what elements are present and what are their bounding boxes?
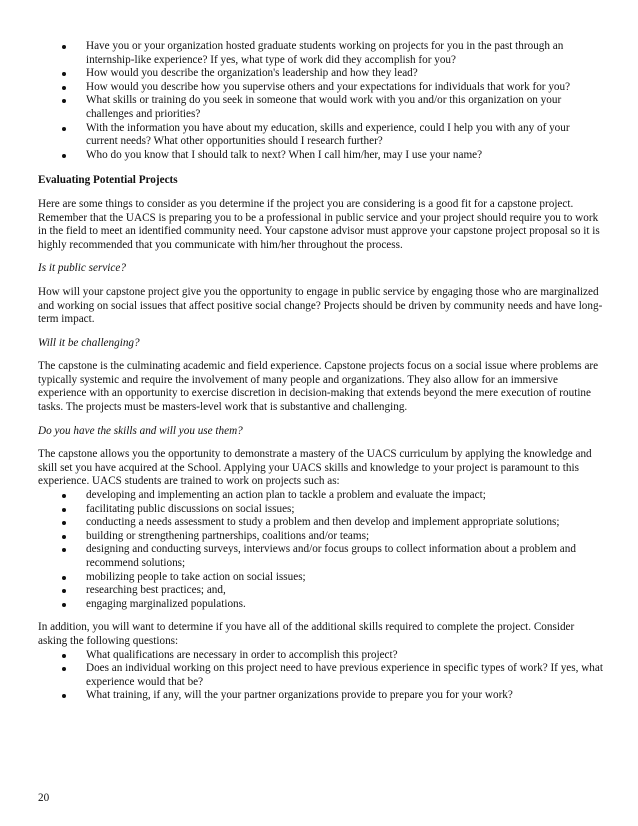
section-heading: Evaluating Potential Projects [38,174,178,187]
list-item: What qualifications are necessary in order to accomplish this project? [60,649,603,663]
skills-paragraph: The capstone allows you the opportunity to demonstrate a mastery of the UACS curriculum by applying the knowledge and skill set you have acquired at the School. Applying your UACS skills and knowledge to your project is paramount to this experience. UACS students are trained to work on projects such as: [38,448,592,488]
list-item: How would you describe how you supervise others and your expectations for individuals that work for you? [60,81,603,95]
list-item: facilitating public discussions on social issues; [60,503,603,517]
intro-bullet-list [38,40,603,162]
list-item: Does an individual working on this project need to have previous experience in specific types of work? If yes, what experience would that be? [60,662,603,689]
list-item: designing and conducting surveys, interviews and/or focus groups to collect information about a problem and recommend solutions; [60,543,603,570]
list-item: Who do you know that I should talk to next? When I call him/her, may I use your name? [60,149,603,163]
list-item: conducting a needs assessment to study a problem and then develop and implement appropriate solutions; [60,516,603,530]
subheading-public-service: Is it public service? [38,262,126,275]
additional-skills-paragraph: In addition, you will want to determine if you have all of the additional skills required to complete the project. Consider asking the following questions: [38,621,575,647]
subheading-skills: Do you have the skills and will you use them? [38,424,243,437]
questions-bullet-list [38,649,603,703]
list-item: mobilizing people to take action on social issues; [60,571,603,585]
list-item: What skills or training do you seek in someone that would work with you and/or this organization on your challenges and priorities? [60,94,603,121]
list-item: With the information you have about my education, skills and experience, could I help you with any of your current needs? What other opportunities should I research further? [60,122,603,149]
list-item: building or strengthening partnerships, coalitions and/or teams; [60,530,603,544]
skills-bullet-list [38,489,603,611]
list-item: researching best practices; and, [60,584,603,598]
document-page [38,40,603,703]
list-item: How would you describe the organization's leadership and how they lead? [60,67,603,81]
list-item: Have you or your organization hosted graduate students working on projects for you in the past through an internship-like experience? If yes, what type of work did they accomplish for you? [60,40,603,67]
subheading-challenging: Will it be challenging? [38,336,140,349]
list-item: developing and implementing an action plan to tackle a problem and evaluate the impact; [60,489,603,503]
challenging-paragraph: The capstone is the culminating academic and field experience. Capstone projects focus on a social issue where problems are typically systemic and require the involvement of many people and organizations. They also allow for an immersive experience with an opportunity to exercise discretion in decision-making that extends beyond the mere execution of routine tasks. The projects must be masters-level work that is substantive and challenging. [38,360,599,414]
page-number: 20 [38,792,50,804]
intro-paragraph: Here are some things to consider as you determine if the project you are considering is a good fit for a capstone project. Remember that the UACS is preparing you to be a professional in public service and your project should require you to work in the field to meet an identified community need. Your capstone advisor must approve your capstone project proposal so it is highly recommended that you communicate with him/her throughout the process. [38,197,600,251]
list-item: engaging marginalized populations. [60,598,603,612]
public-service-paragraph: How will your capstone project give you the opportunity to engage in public service by engaging those who are marginalized and working on social issues that affect positive social change? Projects should be driven by community needs and have long-term impact. [38,285,603,326]
list-item: What training, if any, will the your partner organizations provide to prepare you for your work? [60,689,603,703]
